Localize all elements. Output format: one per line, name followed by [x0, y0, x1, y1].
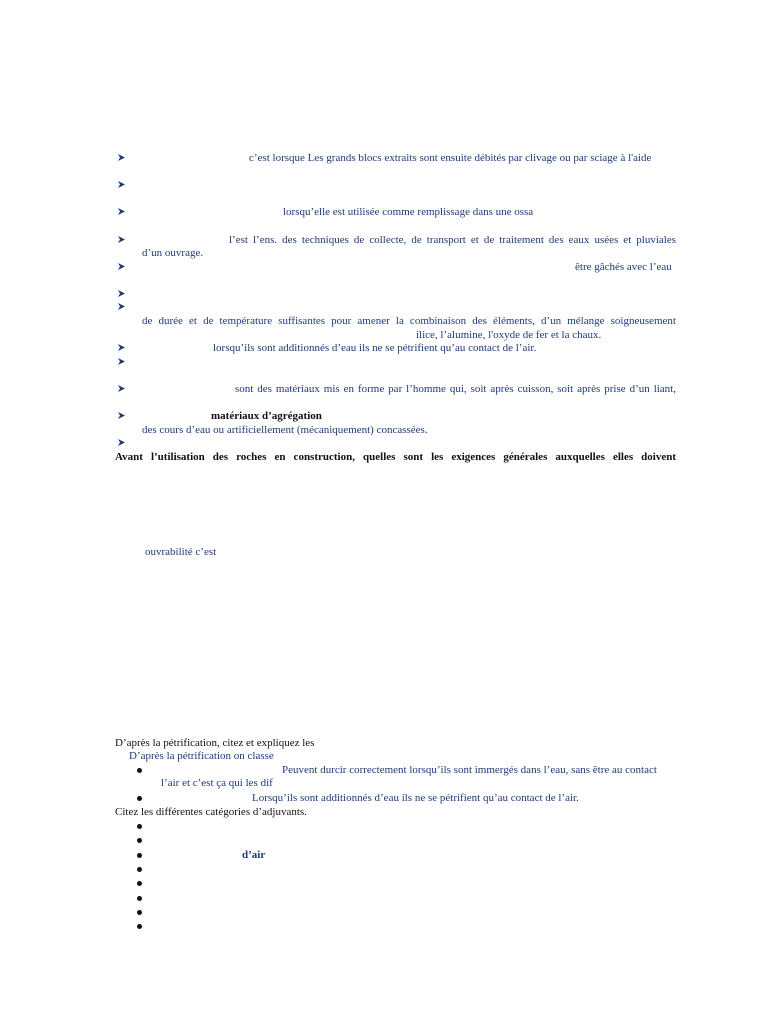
- line-assainissement: l’est l’ens. des techniques de collecte, de transport et de traitement des eaux usées et pluviales: [229, 234, 676, 246]
- arrow-bullet-icon: [117, 289, 126, 298]
- bullet-icon: [137, 796, 142, 801]
- arrow-bullet-icon: [117, 411, 126, 420]
- bullet-icon: [137, 768, 142, 773]
- line-ouvrabilite: ouvrabilité c’est: [145, 546, 217, 558]
- line-materiaux-artificiels: sont des matériaux mis en forme par l’homme qui, soit après cuisson, soit après prise d’un liant,: [235, 383, 676, 395]
- arrow-bullet-icon: [117, 343, 126, 352]
- arrow-bullet-icon: [117, 302, 126, 311]
- line-remplissage: lorsqu’elle est utilisée comme remplissage dans une ossa: [283, 206, 534, 218]
- bullet-icon: [137, 910, 142, 915]
- arrow-bullet-icon: [117, 207, 126, 216]
- bullet-icon: [137, 881, 142, 886]
- bullet-icon: [137, 896, 142, 901]
- heading-materiaux-agregation: matériaux d’agrégation: [211, 410, 322, 422]
- line-composants: ilice, l’alumine, l'oxyde de fer et la chaux.: [416, 329, 602, 341]
- line-concassees: des cours d’eau ou artificiellement (mécaniquement) concassées.: [142, 424, 428, 436]
- question-petrification: D’après la pétrification, citez et expliquez les: [115, 737, 315, 749]
- arrow-bullet-icon: [117, 384, 126, 393]
- line-ouvrage: d’un ouvrage.: [142, 247, 204, 259]
- adjuvant-entraineur-air: d’air: [242, 849, 266, 861]
- line-liants-hydrauliques: Peuvent durcir correctement lorsqu’ils sont immergés dans l’eau, sans être au contact: [282, 764, 657, 776]
- bullet-icon: [137, 867, 142, 872]
- bullet-icon: [137, 853, 142, 858]
- arrow-bullet-icon: [117, 235, 126, 244]
- line-difference: l’air et c’est ça qui les dif: [161, 777, 273, 789]
- arrow-bullet-icon: [117, 262, 126, 271]
- line-decoupage: c’est lorsque Les grands blocs extraits sont ensuite débités par clivage ou par sciage à l'aide: [249, 152, 652, 164]
- question-adjuvants: Citez les différentes catégories d’adjuvants.: [115, 806, 307, 818]
- arrow-bullet-icon: [117, 438, 126, 447]
- line-gaches: être gâchés avec l’eau: [575, 261, 672, 273]
- line-liants-aeriens: lorsqu’ils sont additionnés d’eau ils ne se pétrifient qu’au contact de l’air.: [213, 342, 537, 354]
- line-liants-aeriens-2: Lorsqu’ils sont additionnés d’eau ils ne se pétrifient qu’au contact de l’air.: [252, 792, 579, 804]
- arrow-bullet-icon: [117, 180, 126, 189]
- arrow-bullet-icon: [117, 153, 126, 162]
- bullet-icon: [137, 824, 142, 829]
- line-cuisson: de durée et de température suffisantes pour amener la combinaison des éléments, d’un mélange soigneusement: [142, 315, 676, 327]
- arrow-bullet-icon: [117, 357, 126, 366]
- bullet-icon: [137, 924, 142, 929]
- bullet-icon: [137, 838, 142, 843]
- subheading-classification: D’après la pétrification on classe: [129, 750, 274, 762]
- question-exigences: Avant l’utilisation des roches en construction, quelles sont les exigences générales auxquelles elles doivent: [115, 451, 676, 463]
